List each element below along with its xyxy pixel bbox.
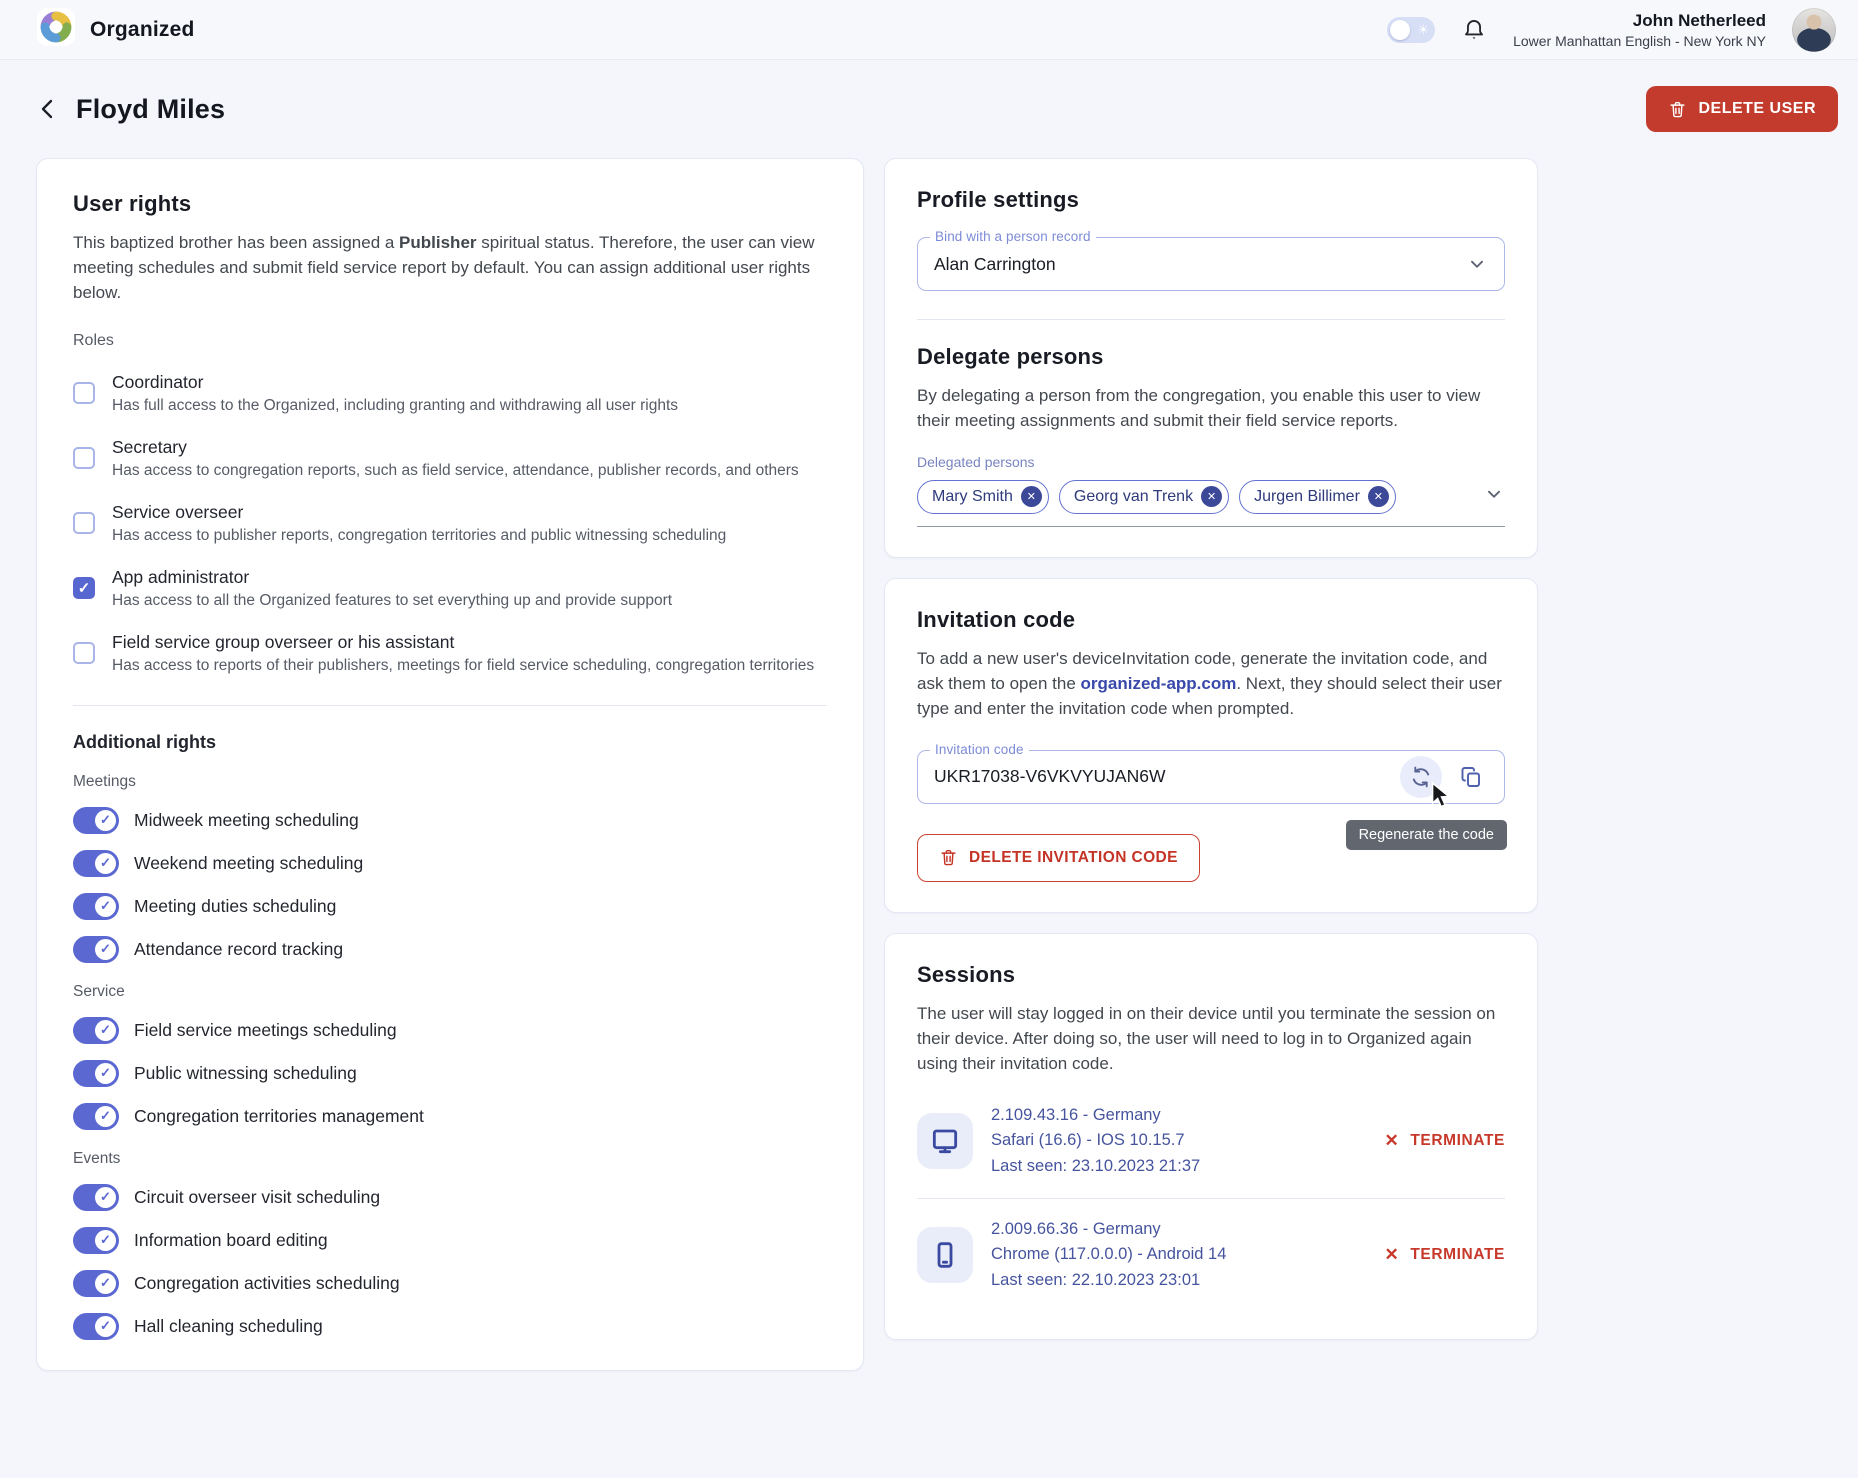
toggle-meeting-duties-scheduling[interactable]: [73, 893, 119, 920]
toggle-row: [73, 850, 827, 877]
invitation-code-description: To add a new user's deviceInvitation code, generate the invitation code, and ask them to open the organized-app.com. Next, they should select their user type and enter the invitation code when prompted.: [917, 648, 1502, 718]
session-agent: Safari (16.6) - IOS 10.15.7: [991, 1131, 1185, 1150]
mobile-device-icon: [917, 1227, 973, 1283]
session-agent: Chrome (117.0.0.0) - Android 14: [991, 1245, 1227, 1264]
role-row-app-administrator: [73, 567, 827, 610]
delete-user-button[interactable]: [1646, 86, 1838, 132]
remove-chip-icon[interactable]: ✕: [1021, 486, 1042, 507]
divider: [917, 319, 1505, 320]
toggle-row: [73, 936, 827, 963]
sessions-description: The user will stay logged in on their device until you terminate the session on their device. After doing so, the user will need to log in to Organized again using their invitation code.: [917, 1003, 1496, 1073]
delete-invitation-code-button[interactable]: [917, 834, 1200, 882]
trash-icon: [939, 848, 958, 867]
role-description: Has access to publisher reports, congregation territories and public witnessing scheduling: [112, 526, 727, 544]
toggle-hall-cleaning-scheduling[interactable]: [73, 1313, 119, 1340]
invitation-code-card: [884, 578, 1538, 913]
user-rights-description: This baptized brother has been assigned a Publisher spiritual status. Therefore, the user can view meeting schedules and submit field service report by default. You can assign additional user rights below.: [73, 233, 815, 302]
role-row-secretary: [73, 437, 827, 480]
toggle-label: Public witnessing scheduling: [134, 1062, 357, 1083]
delete-user-label: DELETE USER: [1698, 100, 1816, 117]
session-row: [917, 1087, 1505, 1196]
invitation-code-title: Invitation code: [917, 606, 1076, 632]
desktop-device-icon: [917, 1113, 973, 1169]
divider: [917, 1198, 1505, 1199]
role-description: Has access to all the Organized features to set everything up and provide support: [112, 591, 673, 609]
sessions-card: [884, 933, 1538, 1340]
delegate-persons-title: Delegate persons: [917, 344, 1104, 369]
user-rights-title: User rights: [73, 191, 192, 216]
toggle-row: [73, 807, 827, 834]
toggle-label: Congregation territories management: [134, 1105, 424, 1126]
role-label: Field service group overseer or his assistant: [112, 631, 455, 652]
group-label-service: Service: [73, 982, 125, 1000]
copy-code-button[interactable]: [1454, 760, 1488, 794]
role-description: Has access to congregation reports, such as field service, attendance, publisher records, and others: [112, 461, 799, 479]
remove-chip-icon[interactable]: ✕: [1368, 486, 1389, 507]
notifications-bell-icon[interactable]: [1461, 17, 1487, 43]
toggle-row: [73, 1270, 827, 1297]
user-rights-card: [36, 158, 864, 1371]
chevron-down-icon[interactable]: [1483, 483, 1505, 510]
back-button[interactable]: [30, 91, 66, 127]
role-label: Service overseer: [112, 501, 244, 522]
regenerate-code-button[interactable]: [1400, 756, 1442, 798]
toggle-congregation-activities-scheduling[interactable]: [73, 1270, 119, 1297]
toggle-label: Weekend meeting scheduling: [134, 852, 364, 873]
check-icon: ✓: [95, 1106, 116, 1127]
toggle-label: Congregation activities scheduling: [134, 1272, 400, 1293]
session-info: [991, 1103, 1200, 1180]
invitation-code-value: UKR17038-V6VKVYUJAN6W: [934, 766, 1166, 787]
chip-label: Mary Smith: [932, 487, 1013, 505]
toggle-row: [73, 1017, 827, 1044]
toggle-label: Field service meetings scheduling: [134, 1019, 397, 1040]
refresh-icon: [1409, 765, 1433, 789]
organized-app-link[interactable]: organized-app.com: [1080, 673, 1237, 693]
session-ip-location: 2.009.66.36 - Germany: [991, 1219, 1161, 1238]
check-icon: ✓: [95, 896, 116, 917]
checkbox-app-administrator[interactable]: ✓: [73, 577, 95, 599]
role-label: Coordinator: [112, 371, 204, 392]
brand: [36, 7, 194, 52]
role-row-field-service-group-overseer: [73, 632, 827, 675]
terminate-session-button[interactable]: [1384, 1131, 1505, 1151]
checkbox-coordinator[interactable]: [73, 382, 95, 404]
delegated-person-chip: [917, 480, 1049, 514]
trash-icon: [1668, 100, 1687, 119]
user-block: [1513, 11, 1766, 49]
checkbox-service-overseer[interactable]: [73, 512, 95, 534]
check-icon: ✓: [95, 853, 116, 874]
role-description: Has full access to the Organized, including granting and withdrawing all user rights: [112, 396, 679, 414]
session-ip-location: 2.109.43.16 - Germany: [991, 1105, 1161, 1124]
remove-chip-icon[interactable]: ✕: [1201, 486, 1222, 507]
chevron-down-icon: [1466, 253, 1488, 275]
regenerate-tooltip: Regenerate the code: [1346, 820, 1507, 850]
bind-person-select[interactable]: [917, 229, 1505, 291]
toggle-row: [73, 1060, 827, 1087]
toggle-congregation-territories-management[interactable]: [73, 1103, 119, 1130]
check-icon: ✓: [95, 1063, 116, 1084]
toggle-row: [73, 1184, 827, 1211]
chip-label: Georg van Trenk: [1073, 487, 1194, 505]
theme-toggle-knob: [1390, 20, 1410, 40]
roles-label: Roles: [73, 331, 114, 349]
sessions-title: Sessions: [917, 961, 1016, 987]
check-icon: ✓: [95, 810, 116, 831]
checkbox-secretary[interactable]: [73, 447, 95, 469]
invitation-code-field-label: Invitation code: [930, 742, 1029, 757]
toggle-attendance-record-tracking[interactable]: [73, 936, 119, 963]
group-label-events: Events: [73, 1149, 121, 1167]
delegated-person-chip: [1059, 480, 1229, 514]
check-icon: ✓: [95, 939, 116, 960]
spiritual-status: Publisher: [399, 233, 477, 252]
chip-label: Jurgen Billimer: [1254, 487, 1360, 505]
toggle-row: [73, 1103, 827, 1130]
toggle-label: Meeting duties scheduling: [134, 895, 337, 916]
divider: [73, 705, 827, 706]
profile-settings-title: Profile settings: [917, 187, 1080, 212]
check-icon: ✓: [95, 1187, 116, 1208]
app-name: Organized: [90, 17, 195, 41]
toggle-circuit-overseer-visit-scheduling[interactable]: [73, 1184, 119, 1211]
bind-person-value: Alan Carrington: [934, 253, 1056, 274]
bind-person-label: Bind with a person record: [930, 229, 1096, 244]
toggle-row: [73, 1227, 827, 1254]
checkbox-field-service-group-overseer[interactable]: [73, 642, 95, 664]
terminate-label: TERMINATE: [1410, 1132, 1505, 1150]
toggle-row: [73, 893, 827, 920]
group-label-meetings: Meetings: [73, 772, 136, 790]
user-name: John Netherleed: [1632, 10, 1766, 30]
terminate-label: TERMINATE: [1410, 1245, 1505, 1263]
page-title: Floyd Miles: [76, 93, 226, 124]
toggle-label: Information board editing: [134, 1229, 328, 1250]
toggle-label: Midweek meeting scheduling: [134, 809, 359, 830]
invitation-code-field: [917, 741, 1505, 804]
toggle-information-board-editing[interactable]: [73, 1227, 119, 1254]
session-row: [917, 1201, 1505, 1310]
role-row-service-overseer: [73, 502, 827, 545]
profile-settings-card: [884, 158, 1538, 558]
top-bar: [0, 0, 1858, 60]
additional-rights-title: Additional rights: [73, 731, 216, 752]
delegate-persons-description: By delegating a person from the congregation, you enable this user to view their meeting assignments and submit their field service reports.: [917, 386, 1481, 430]
copy-icon: [1459, 765, 1483, 789]
toggle-public-witnessing-scheduling[interactable]: [73, 1060, 119, 1087]
check-icon: ✓: [95, 1273, 116, 1294]
user-congregation: Lower Manhattan English - New York NY: [1513, 32, 1766, 49]
delegated-persons-label: Delegated persons: [917, 453, 1035, 470]
close-icon: ✕: [1384, 1131, 1400, 1151]
session-last-seen: Last seen: 23.10.2023 21:37: [991, 1157, 1201, 1175]
toggle-field-service-meetings-scheduling[interactable]: [73, 1017, 119, 1044]
toggle-weekend-meeting-scheduling[interactable]: [73, 850, 119, 877]
role-row-coordinator: [73, 372, 827, 415]
role-description: Has access to reports of their publishers, meetings for field service scheduling, congregation territories: [112, 656, 815, 674]
app-logo-icon: [36, 7, 76, 52]
toggle-label: Circuit overseer visit scheduling: [134, 1186, 381, 1207]
session-info: [991, 1217, 1226, 1294]
check-icon: ✓: [95, 1230, 116, 1251]
toggle-midweek-meeting-scheduling[interactable]: [73, 807, 119, 834]
role-label: App administrator: [112, 566, 250, 587]
close-icon: ✕: [1384, 1244, 1400, 1264]
toggle-row: [73, 1313, 827, 1340]
theme-toggle[interactable]: [1387, 17, 1435, 43]
delegated-person-chip: [1239, 480, 1396, 514]
role-label: Secretary: [112, 436, 187, 457]
terminate-session-button[interactable]: [1384, 1245, 1505, 1265]
sun-icon: ☀: [1417, 21, 1430, 37]
check-icon: ✓: [95, 1020, 116, 1041]
session-last-seen: Last seen: 22.10.2023 23:01: [991, 1270, 1201, 1289]
user-avatar[interactable]: [1792, 8, 1836, 52]
toggle-label: Hall cleaning scheduling: [134, 1315, 323, 1336]
delete-invitation-code-label: DELETE INVITATION CODE: [969, 848, 1178, 866]
toggle-label: Attendance record tracking: [134, 938, 344, 959]
delegated-persons-field: [917, 480, 1505, 527]
check-icon: ✓: [95, 1316, 116, 1337]
